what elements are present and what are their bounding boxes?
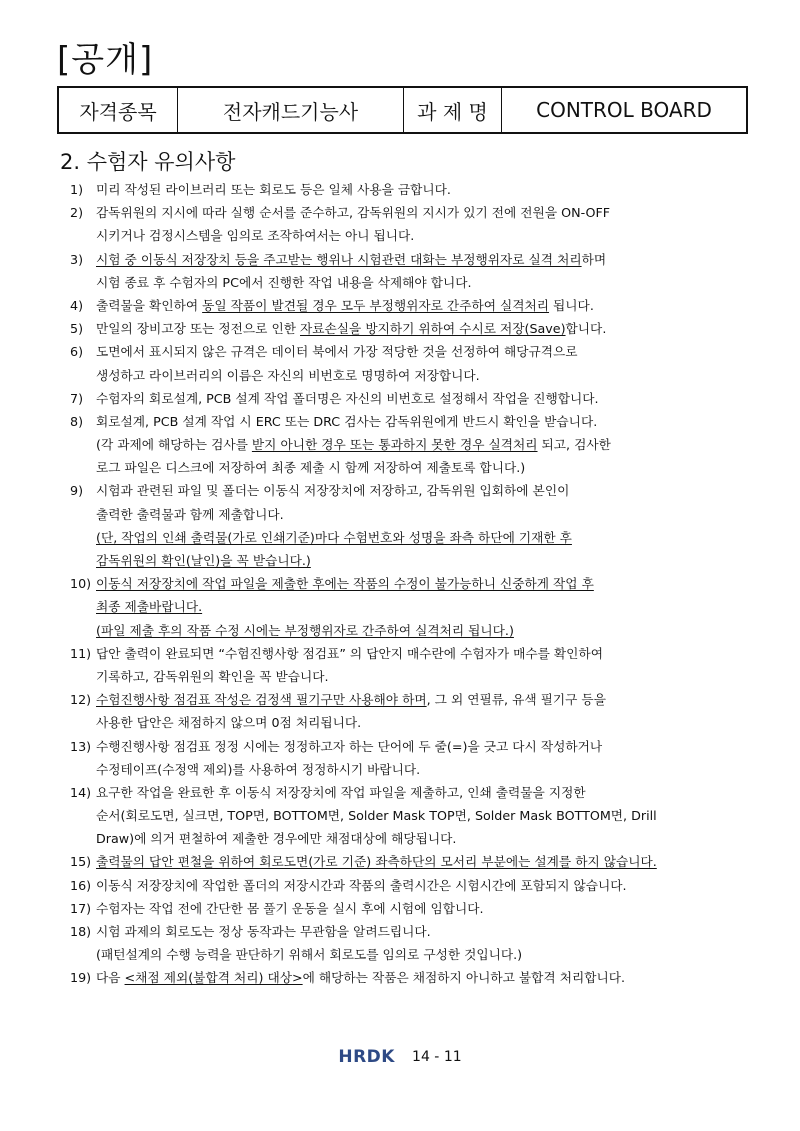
note-3 — [70, 248, 742, 271]
note-10-cont — [70, 595, 742, 618]
note-number: 2) — [70, 205, 84, 221]
note-9 — [70, 479, 742, 502]
note-18-cont — [70, 943, 742, 966]
page-footer — [0, 1046, 800, 1067]
note-9-cont — [70, 503, 742, 526]
note-text: 시험 과제의 회로도는 정상 동작과는 무관함을 알려드립니다. — [96, 924, 431, 939]
note-6 — [70, 340, 742, 363]
note-text: 요구한 작업을 완료한 후 이동식 저장장치에 작업 파일을 제출하고, 인쇄 출력물을 지정한 — [96, 784, 586, 800]
note-number: 19) — [70, 970, 92, 986]
note-emphasis: (파일 제출 후의 작품 수정 시에는 부정행위자로 간주하여 실격처리 됩니다.) — [96, 622, 514, 638]
note-12 — [70, 688, 742, 711]
exam-info-table — [57, 86, 748, 134]
note-emphasis: (단, 작업의 인쇄 출력물(가로 인쇄기준)마다 수험번호와 성명을 좌측 하단에 기재한 후 — [96, 529, 572, 545]
note-text: 시키거나 검정시스템을 임의로 조작하여서는 아니 됩니다. — [96, 228, 415, 244]
note-text: (패턴설계의 수행 능력을 판단하기 위해서 회로도를 임의로 구성한 것입니다.) — [96, 947, 523, 963]
hrdk-logo: HRDK — [338, 1046, 395, 1067]
note-emphasis: 받지 아니한 경우 또는 통과하지 못한 경우 실격처리 — [251, 437, 538, 453]
note-5 — [70, 317, 742, 340]
note-10-cont — [70, 619, 742, 642]
note-number: 4) — [70, 297, 84, 313]
note-emphasis: 감독위원의 확인(날인)을 꼭 받습니다.) — [96, 553, 311, 568]
note-text: 합니다. — [565, 321, 607, 337]
note-11 — [70, 642, 742, 665]
note-number: 9) — [70, 483, 84, 499]
note-text: (각 과제에 해당하는 검사를 — [96, 437, 252, 453]
note-9-cont — [70, 526, 742, 549]
note-emphasis: 동일 작품이 발견될 경우 모두 부정행위자로 간주하여 실격처리 — [202, 297, 550, 313]
disclosure-label: [공개] — [57, 40, 154, 80]
note-1 — [70, 178, 742, 201]
note-text: 시험 종료 후 수험자의 PC에서 진행한 작업 내용을 삭제해야 합니다. — [96, 274, 472, 290]
note-emphasis: 출력물의 답안 편철을 위하여 회로도면(가로 기준) 좌측하단의 모서리 부분에는 설계를 하지 않습니다. — [96, 854, 657, 870]
note-text: 출력물을 확인하여 — [96, 297, 203, 313]
note-number: 3) — [70, 251, 84, 267]
note-9-cont — [70, 549, 742, 572]
note-number: 5) — [70, 321, 84, 337]
note-13-cont — [70, 758, 742, 781]
note-text: 수행진행사항 점검표 정정 시에는 정정하고자 하는 단어에 두 줄(=)을 긋고 다시 작성하거나 — [96, 738, 603, 754]
note-number: 17) — [70, 900, 92, 916]
page-number: 14 - 11 — [412, 1048, 462, 1065]
field-value: 전자캐드기능사 — [178, 87, 404, 133]
note-text: 도면에서 표시되지 않은 규격은 데이터 북에서 가장 적당한 것을 선정하여 해당규격으로 — [96, 344, 578, 360]
note-text: 기록하고, 감독위원의 확인을 꼭 받습니다. — [96, 668, 329, 684]
note-text: 미리 작성된 라이브러리 또는 회로도 등은 일체 사용을 금합니다. — [96, 182, 451, 197]
note-10 — [70, 572, 742, 595]
note-emphasis: 수험진행사항 점검표 작성은 검정색 필기구만 사용해야 하며 — [96, 692, 427, 708]
note-number: 16) — [70, 877, 92, 893]
note-11-cont — [70, 665, 742, 688]
note-18 — [70, 920, 742, 943]
note-13 — [70, 735, 742, 758]
note-8-cont — [70, 433, 742, 456]
note-emphasis: 시험 중 이동식 저장장치 등을 주고받는 행위나 시험관련 대화는 부정행위자로 실격 처리 — [96, 251, 582, 267]
note-emphasis: 이동식 저장장치에 작업 파일을 제출한 후에는 작품의 수정이 불가능하니 신중하게 작업 후 — [96, 576, 594, 592]
note-number: 1) — [70, 182, 84, 197]
note-text: 출력한 출력물과 함께 제출합니다. — [96, 506, 284, 522]
note-text: 수정테이프(수정액 제외)를 사용하여 정정하시기 바랍니다. — [96, 761, 421, 777]
note-emphasis: <채점 제외(불합격 처리) 대상> — [124, 970, 303, 986]
note-number: 14) — [70, 784, 92, 800]
note-8-cont — [70, 456, 742, 479]
note-text: 만일의 장비고장 또는 정전으로 인한 — [96, 321, 301, 337]
note-2 — [70, 201, 742, 224]
note-7 — [70, 387, 742, 410]
note-text: 하며 — [581, 251, 607, 267]
title-value: CONTROL BOARD — [502, 87, 748, 133]
note-3-cont — [70, 271, 742, 294]
note-14-cont — [70, 827, 742, 850]
note-text: 로그 파일은 디스크에 저장하여 최종 제출 시 함께 저장하여 제출토록 합니다.) — [96, 460, 526, 476]
note-number: 8) — [70, 413, 84, 429]
note-text: 수험자의 회로설계, PCB 설계 작업 폴더명은 자신의 비번호로 설정해서 작업을 진행합니다. — [96, 390, 599, 406]
note-number: 13) — [70, 738, 92, 754]
title-label: 과 제 명 — [404, 87, 502, 133]
note-19 — [70, 966, 742, 989]
section-title: 2. 수험자 유의사항 — [60, 150, 236, 174]
note-12-cont — [70, 711, 742, 734]
note-number: 12) — [70, 692, 92, 708]
note-text: 답안 출력이 완료되면 “수험진행사항 점검표” 의 답안지 매수란에 수험자가 매수를 확인하여 — [96, 645, 603, 661]
note-text: 수험자는 작업 전에 간단한 몸 풀기 운동을 실시 후에 시험에 임합니다. — [96, 900, 484, 916]
note-emphasis: 최종 제출바랍니다. — [96, 599, 203, 615]
note-text: 회로설계, PCB 설계 작업 시 ERC 또는 DRC 검사는 감독위원에게 반드시 확인을 받습니다. — [96, 413, 598, 429]
note-number: 11) — [70, 645, 92, 661]
note-number: 6) — [70, 344, 84, 360]
note-text: 되고, 검사한 — [537, 437, 611, 453]
note-text: 사용한 답안은 채점하지 않으며 0점 처리됩니다. — [96, 715, 362, 731]
notes-list — [70, 178, 742, 990]
note-text: 이동식 저장장치에 작업한 폴더의 저장시간과 작품의 출력시간은 시험시간에 포함되지 않습니다. — [96, 877, 627, 893]
note-text: 다음 — [96, 970, 125, 986]
note-6-cont — [70, 364, 742, 387]
note-14-cont — [70, 804, 742, 827]
note-text: 됩니다. — [549, 297, 594, 313]
note-number: 15) — [70, 854, 92, 870]
note-16 — [70, 874, 742, 897]
note-text: 감독위원의 지시에 따라 실행 순서를 준수하고, 감독위원의 지시가 있기 전에 전원을 ON-OFF — [96, 205, 611, 221]
note-4 — [70, 294, 742, 317]
note-number: 10) — [70, 576, 92, 592]
note-number: 18) — [70, 924, 92, 939]
field-label: 자격종목 — [58, 87, 178, 133]
note-15 — [70, 850, 742, 873]
note-2-cont — [70, 224, 742, 247]
note-emphasis: 자료손실을 방지하기 위하여 수시로 저장(Save) — [300, 321, 566, 337]
note-text: 생성하고 라이브러리의 이름은 자신의 비번호로 명명하여 저장합니다. — [96, 367, 480, 383]
note-text: 시험과 관련된 파일 및 폴더는 이동식 저장장치에 저장하고, 감독위원 입회하에 본인이 — [96, 483, 570, 499]
note-17 — [70, 897, 742, 920]
note-text: , 그 외 연필류, 유색 필기구 등을 — [426, 692, 606, 708]
note-text: Draw)에 의거 편철하여 제출한 경우에만 채점대상에 해당됩니다. — [96, 831, 457, 847]
note-8 — [70, 410, 742, 433]
note-text: 순서(회로도면, 실크면, TOP면, BOTTOM면, Solder Mask TOP면, Solder Mask BOTTOM면, Drill — [96, 808, 657, 824]
note-text: 에 해당하는 작품은 채점하지 아니하고 불합격 처리합니다. — [302, 970, 626, 986]
note-number: 7) — [70, 390, 84, 406]
note-14 — [70, 781, 742, 804]
